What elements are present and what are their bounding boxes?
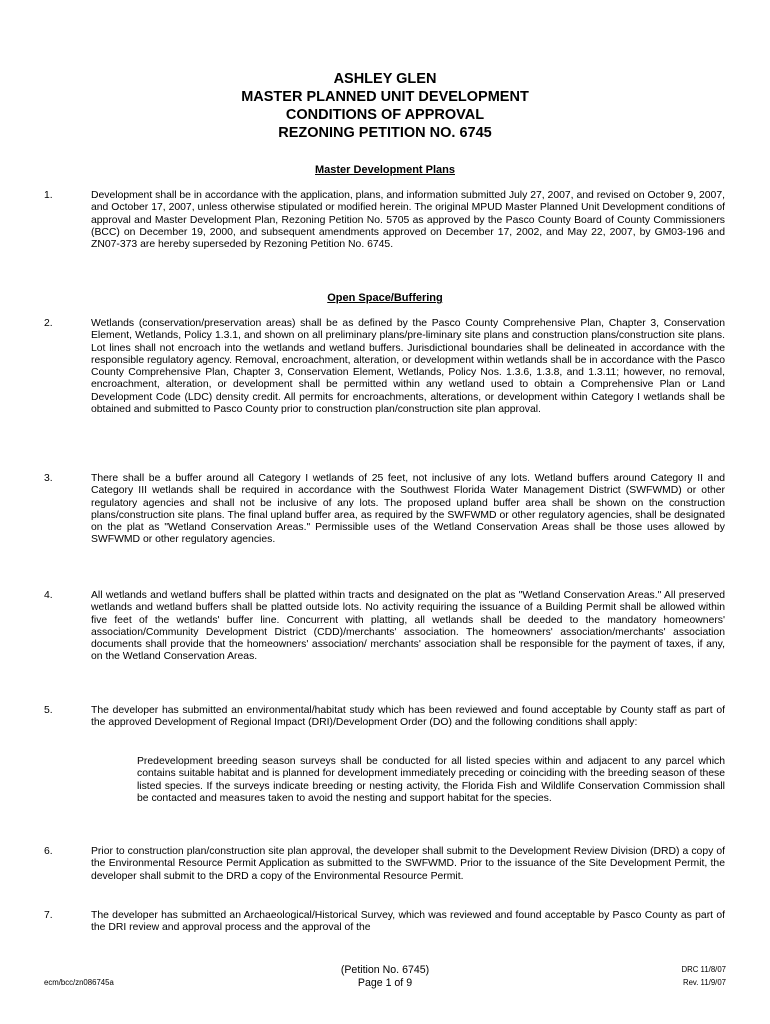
document-title <box>0 70 770 142</box>
title-line-1: ASHLEY GLEN <box>333 71 437 87</box>
item-text: There shall be a buffer around all Category I wetlands of 25 feet, not inclusive of any lots. Wetland buffers around Category II and Category III wetlands shall be required in accordance with the Southwest Florida Water Management District (SWFWMD) or other regulatory agencies and shall not be inclusive of any lots. The proposed upland buffer area shall be shown on the construction plans/construction site plans. The final upland buffer area, as required by the SWFWMD or other regulatory agencies, shall be designated on the plat as "Wetland Conservation Areas." Permissible uses of the Wetland Conservation Areas shall be those uses allowed by SWFWMD or other regulatory agencies. <box>91 473 725 546</box>
item-number: 3. <box>44 473 53 484</box>
item-number: 4. <box>44 590 53 601</box>
footer-revision-date: Rev. 11/9/07 <box>682 978 726 987</box>
footer-page-number: Page 1 of 9 <box>357 977 413 989</box>
item-text: Wetlands (conservation/preservation areas) shall be as defined by the Pasco County Comprehensive Plan, Chapter 3, Conservation Element, Wetlands, Policy 1.3.1, and shown on all preliminary plans/pre-liminary site plans and construction plans/construction site plans. Lot lines shall not encroach into the wetlands and wetland buffers. Jurisdictional boundaries shall be delineated in accordance with the responsible regulatory agency. Removal, encroachment, alteration, or development within wetlands shall be in accordance with the Pasco County Comprehensive Plan, Chapter 3, Conservation Element, Wetlands, Policy Nos. 1.3.6, 1.3.8, and 1.3.11; however, no removal, encroachment, alteration, or development shall be permitted within any wetland used to obtain a Comprehensive Plan or Land Development Code (LDC) density credit. All permits for encroachments, alterations, or development within Category I wetlands shall be obtained and submitted to Pasco County prior to construction plan/construction site plan approval. <box>91 318 725 415</box>
section-heading-open-space-buffering: Open Space/Buffering <box>327 292 443 304</box>
item-number: 7. <box>44 910 53 921</box>
item-number: 6. <box>44 846 53 857</box>
title-line-2: MASTER PLANNED UNIT DEVELOPMENT <box>241 89 529 105</box>
item-text: The developer has submitted an environmental/habitat study which has been reviewed and found acceptable by County staff as part of the approved Development of Regional Impact (DRI)/Development Order (DO) and the following conditions shall apply: <box>91 705 725 729</box>
item-number: 2. <box>44 318 53 329</box>
section-heading-master-development-plans: Master Development Plans <box>315 164 455 176</box>
item-number: 1. <box>44 190 53 201</box>
title-line-4: REZONING PETITION NO. 6745 <box>278 125 492 141</box>
item-subparagraph: Predevelopment breeding season surveys shall be conducted for all listed species within and adjacent to any parcel which contains suitable habitat and is planned for development immediately preceding or coinciding with the breeding season of these listed species. If the surveys indicate breeding or nesting activity, the Florida Fish and Wildlife Conservation Commission shall be contacted and measures taken to avoid the nesting and support habitat for the species. <box>137 756 725 804</box>
footer-file-ref: ecm/bcc/zn086745a <box>44 978 114 987</box>
footer-petition: (Petition No. 6745) <box>340 964 430 976</box>
footer-drc-date: DRC 11/8/07 <box>681 965 726 974</box>
item-number: 5. <box>44 705 53 716</box>
item-text: The developer has submitted an Archaeological/Historical Survey, which was reviewed and found acceptable by Pasco County as part of the DRI review and approval process and the approval of the <box>91 910 725 934</box>
title-line-3: CONDITIONS OF APPROVAL <box>285 107 485 123</box>
item-text: Prior to construction plan/construction site plan approval, the developer shall submit to the Development Review Division (DRD) a copy of the Environmental Resource Permit Application as submitted to the SWFWMD. Prior to the issuance of the Site Development Permit, the developer shall submit to the DRD a copy of the Environmental Resource Permit. <box>91 846 725 882</box>
item-text: All wetlands and wetland buffers shall be platted within tracts and designated on the plat as "Wetland Conservation Areas." All preserved wetlands and wetland buffers shall be platted outside lots. No activity requiring the issuance of a Building Permit shall be allowed within five feet of the wetlands' buffer line. Concurrent with platting, all wetlands shall be deeded to the mandatory homeowners' association/Community Development District (CDD)/merchants' association. The homeowners' association/merchants' association documents shall provide that the homeowners' association/ merchants' association shall be responsible for the payment of taxes, if any, on the Wetland Conservation Areas. <box>91 590 725 663</box>
item-text: Development shall be in accordance with the application, plans, and information submitted July 27, 2007, and revised on October 9, 2007, and October 17, 2007, unless otherwise stipulated or modified herein. The original MPUD Master Planned Unit Development conditions of approval and Master Development Plan, Rezoning Petition No. 5705 as approved by the Pasco County Board of County Commissioners (BCC) on December 19, 2000, and subsequent amendments approved on December 17, 2002, and May 22, 2007, by GM03-196 and ZN07-373 are hereby superseded by Rezoning Petition No. 6745. <box>91 190 725 250</box>
